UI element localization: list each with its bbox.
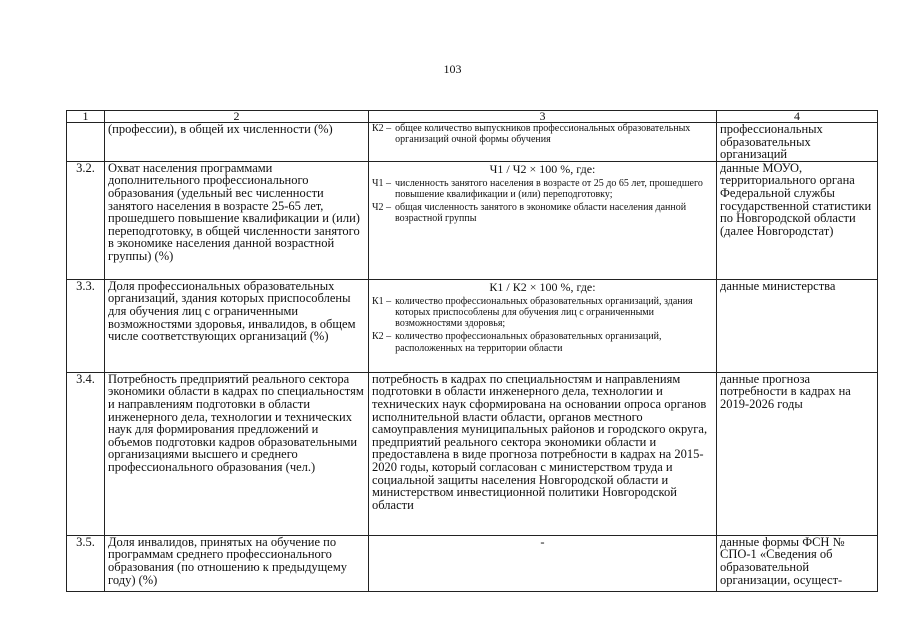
definition-ch1 (372, 178, 713, 200)
table-row-3-5 (67, 535, 878, 591)
formula: Ч1 / Ч2 × 100 %, где: (489, 161, 596, 176)
definition-text: количество профессиональных образовательных организаций, здания которых приспособлены для обучения лиц с ограниченными возможностями здоровья; (395, 295, 693, 330)
table-row-3-3 (67, 279, 878, 372)
column-number-1: 1 (67, 111, 105, 123)
indicator-cell: Доля профессиональных образовательных организаций, здания которых приспособлены для обучения лиц с ограниченными возможностями здоровья, инвалидов, в общем числе соответствующих организаций (%) (105, 279, 369, 372)
definition-key: Ч2 – (372, 202, 391, 214)
row-number-cell (67, 123, 105, 162)
column-number-row (67, 111, 878, 123)
row-number-cell: 3.4. (67, 372, 105, 535)
indicator-cell: Доля инвалидов, принятых на обучение по программам среднего профессионального образования (по отношению к предыдущему году) (%) (105, 535, 369, 591)
table-row-continuation (67, 123, 878, 162)
indicator-cell: Охват населения программами дополнительного профессионального образования (удельный вес численности занятого населения в возрасте 25-65 лет, прошедшего повышение квалификации и (или) переподготовку, в общей численности занятого в экономике населения данной возрастной группы) (%) (105, 161, 369, 279)
source-cell: данные министерства (717, 279, 878, 372)
source-cell: данные формы ФСН № СПО-1 «Сведения об образовательной организации, осущест- (717, 535, 878, 591)
method-cell: - (369, 535, 717, 591)
definition-key: К1 – (372, 295, 392, 307)
source-cell: данные МОУО, территориального органа Федеральной службы государственной статистики по Новгородской области (далее Новгородстат) (717, 161, 878, 279)
definition-text: общее количество выпускников профессиональных образовательных организаций очной формы обучения (395, 123, 691, 146)
column-number-2: 2 (105, 111, 369, 123)
column-number-3: 3 (369, 111, 717, 123)
indicators-table (66, 110, 878, 592)
table-row-3-2 (67, 161, 878, 279)
indicator-cell: Потребность предприятий реального сектора экономики области в кадрах по специальностям и направлениям подготовки в области инженерного дела, технологии и технических наук для формирования предложений и объемов подготовки кадров образовательными организациями высшего и среднего профессионального образования (чел.) (105, 372, 369, 535)
definition-text: общая численность занятого в экономике области населения данной возрастной группы (395, 202, 687, 225)
method-cell (369, 123, 717, 162)
method-cell (369, 279, 717, 372)
column-number-4: 4 (717, 111, 878, 123)
definition-k2 (372, 123, 713, 145)
row-number-cell: 3.5. (67, 535, 105, 591)
table-row-3-4 (67, 372, 878, 535)
source-cell: профессиональных образовательных организаций (717, 123, 878, 162)
source-cell: данные прогноза потребности в кадрах на 2019-2026 годы (717, 372, 878, 535)
definition-k2 (372, 331, 713, 353)
definition-key: К2 – (372, 123, 392, 134)
definition-text: численность занятого населения в возрасте от 25 до 65 лет, прошедшего повышение квалификации и (или) переподготовку; (395, 177, 703, 200)
method-cell (369, 161, 717, 279)
definition-ch2 (372, 202, 713, 224)
method-cell: потребность в кадрах по специальностям и направлениям подготовки в области инженерного дела, технологии и технических наук сформирована на основании опроса органов исполнительной власти области, органов местного самоуправления муниципальных районов и городского округа, предприятий реального сектора экономики области и предоставлена в виде прогноза потребности в кадрах на 2015-2020 годы, который согласован с министерством труда и социальной защиты населения Новгородской области и министерством инвестиционной политики Новгородской области (369, 372, 717, 535)
definition-key: К2 – (372, 331, 392, 343)
definition-k1 (372, 296, 713, 330)
row-number-cell: 3.3. (67, 279, 105, 372)
definition-text: количество профессиональных образовательных организаций, расположенных на территории области (395, 331, 662, 354)
definition-key: Ч1 – (372, 177, 391, 189)
page-number: 103 (443, 62, 462, 76)
row-number-cell: 3.2. (67, 161, 105, 279)
formula: К1 / К2 × 100 %, где: (489, 279, 596, 294)
indicator-cell: (профессии), в общей их численности (%) (105, 123, 369, 162)
